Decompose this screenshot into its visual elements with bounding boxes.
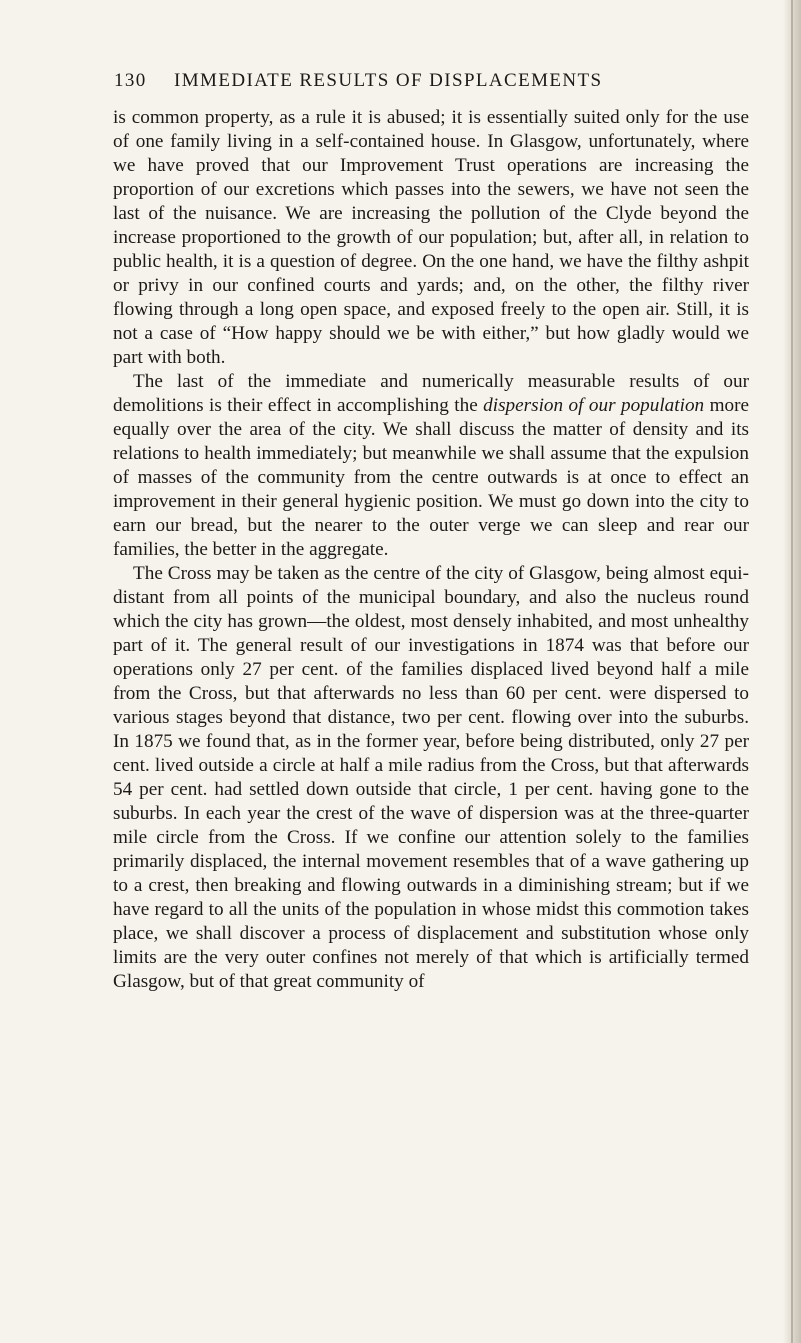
binding-line (791, 0, 793, 1343)
paragraph-2 (113, 370, 749, 562)
paragraph-3 (113, 562, 749, 994)
paragraph-2-emphasis: dispersion of our population (483, 395, 705, 416)
body-text (113, 106, 749, 994)
paragraph-1-text: is common property, as a rule it is abused; it is essentially suited only for the use of one family living in a self-contained house. In Glasgow, unfortunately, where we have proved that our Improvement Trust operations are increasing the proportion of our excretions which passes into the sewers, we have not seen the last of the nuisance. We are increasing the pollution of the Clyde beyond the increase proportioned to the growth of our population; but, after all, in relation to public health, it is a question of degree. On the one hand, we have the filthy ashpit or privy in our confined courts and yards; and, on the other, the filthy river flowing through a long open space, and exposed freely to the open air. Still, it is not a case of “How happy should we be with either,” but how gladly would we part with both. (113, 107, 749, 368)
running-title: IMMEDIATE RESULTS OF DISPLACEMENTS (174, 70, 603, 91)
running-head (114, 70, 754, 92)
page-number: 130 (114, 70, 147, 91)
paragraph-3-text: The Cross may be taken as the centre of the city of Glasgow, being almost equi-distant from all points of the municipal boundary, and also the nucleus round which the city has grown—the oldest, most densely inhabited, and most unhealthy part of it. The general result of our investigations in 1874 was that before our operations only 27 per cent. of the families displaced lived beyond half a mile from the Cross, but that afterwards no less than 60 per cent. were dispersed to various stages beyond that distance, two per cent. flowing over into the suburbs. In 1875 we found that, as in the former year, before being distributed, only 27 per cent. lived outside a circle at half a mile radius from the Cross, but that afterwards 54 per cent. had settled down outside that circle, 1 per cent. having gone to the suburbs. In each year the crest of the wave of dispersion was at the three-quarter mile circle from the Cross. If we confine our attention solely to the families primarily displaced, the internal movement resembles that of a wave gathering up to a crest, then breaking and flowing outwards in a diminishing stream; but if we have regard to all the units of the population in whose midst this commotion takes place, we shall discover a process of displacement and substitution whose only limits are the very outer confines not merely of that which is artificially termed Glasgow, but of that great community of (113, 563, 749, 992)
paragraph-1 (113, 106, 749, 370)
paragraph-2-text-a: The last of the immediate and numerically measurable results of our demolitions is their effect in accomplishing the (113, 371, 749, 416)
paragraph-2-text-b: more equally over the area of the city. We shall discuss the matter of density and its relations to health immediately; but meanwhile we shall assume that the expulsion of masses of the community from the centre outwards is at once to effect an improvement in their general hygienic position. We must go down into the city to earn our bread, but the nearer to the outer verge we can sleep and rear our families, the better in the aggregate. (113, 395, 749, 560)
